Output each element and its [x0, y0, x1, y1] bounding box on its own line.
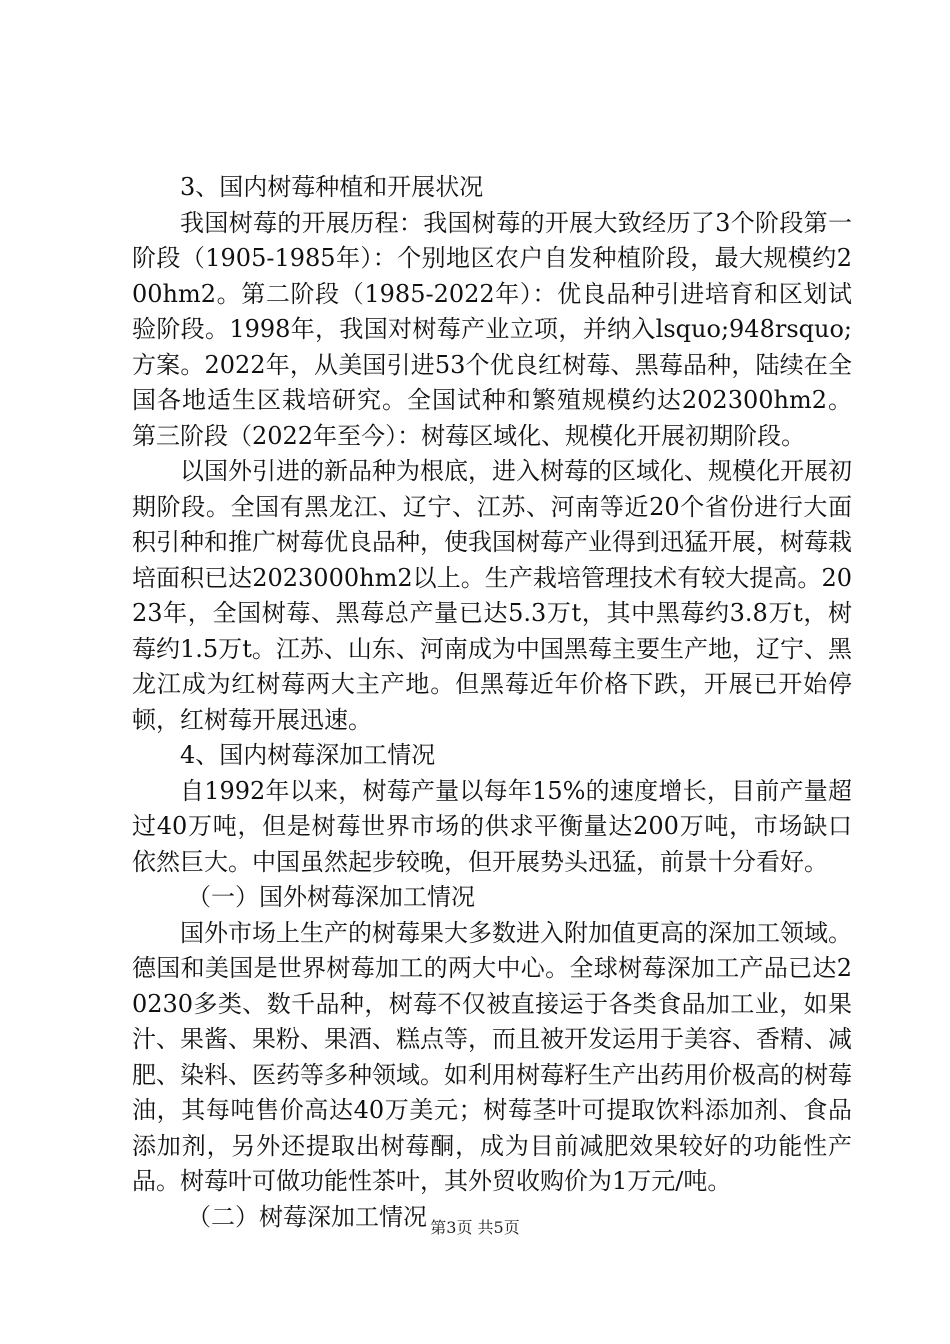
document-body [132, 170, 852, 1235]
subsection-heading-1: （一）国外树莓深加工情况 [187, 883, 475, 911]
paragraph-foreign-processing: 国外市场上生产的树莓果大多数进入附加值更高的深加工领域。德国和美国是世界树莓加工的两大中心。全球树莓深加工产品已达20230多类、数千品种，树莓不仅被直接运于各类食品加工业，如果汁、果酱、果粉、果酒、糕点等，而且被开发运用于美容、香精、减肥、染料、医药等多种领域。如利用树莓籽生产出药用价极高的树莓油，其每吨售价高达40万美元；树莓茎叶可提取饮料添加剂、食品添加剂，另外还提取出树莓酮，成为目前减肥效果较好的功能性产品。树莓叶可做功能性茶叶，其外贸收购价为1万元/吨。 [132, 918, 852, 1195]
paragraph-production-growth: 自1992年以来，树莓产量以每年15%的速度增长，目前产量超过40万吨，但是树莓世界市场的供求平衡量达200万吨，市场缺口依然巨大。中国虽然起步较晚，但开展势头迅猛，前景十分看好。 [132, 776, 852, 876]
subsection-heading-2: （二）树莓深加工情况 [187, 1202, 427, 1231]
page-number-footer: 第3页 共5页 [430, 1218, 520, 1237]
section-heading-3: 3、国内树莓种植和开展状况 [180, 173, 484, 201]
paragraph-development-history: 我国树莓的开展历程：我国树莓的开展大致经历了3个阶段第一阶段（1905-1985年）：个别地区农户自发种植阶段，最大规模约200hm2。第二阶段（1985-2022年）：优良品种引进培育和区划试验阶段。1998年，我国对树莓产业立项，并纳入lsquo;948rsquo;方案。2022年，从美国引进53个优良红树莓、黑莓品种，陆续在全国各地适生区栽培研究。全国试种和繁殖规模约达202300hm2。第三阶段（2022年至今）：树莓区域化、规模化开展初期阶段。 [132, 208, 852, 450]
section-heading-4: 4、国内树莓深加工情况 [180, 741, 436, 769]
paragraph-regionalization: 以国外引进的新品种为根底，进入树莓的区域化、规模化开展初期阶段。全国有黑龙江、辽宁、江苏、河南等近20个省份进行大面积引种和推广树莓优良品种，使我国树莓产业得到迅猛开展，树莓栽培面积已达2023000hm2以上。生产栽培管理技术有较大提高。2023年，全国树莓、黑莓总产量已达5.3万t，其中黑莓约3.8万t，树莓约1.5万t。江苏、山东、河南成为中国黑莓主要生产地，辽宁、黑龙江成为红树莓两大主产地。但黑莓近年价格下跌，开展已开始停顿，红树莓开展迅速。 [132, 457, 852, 734]
